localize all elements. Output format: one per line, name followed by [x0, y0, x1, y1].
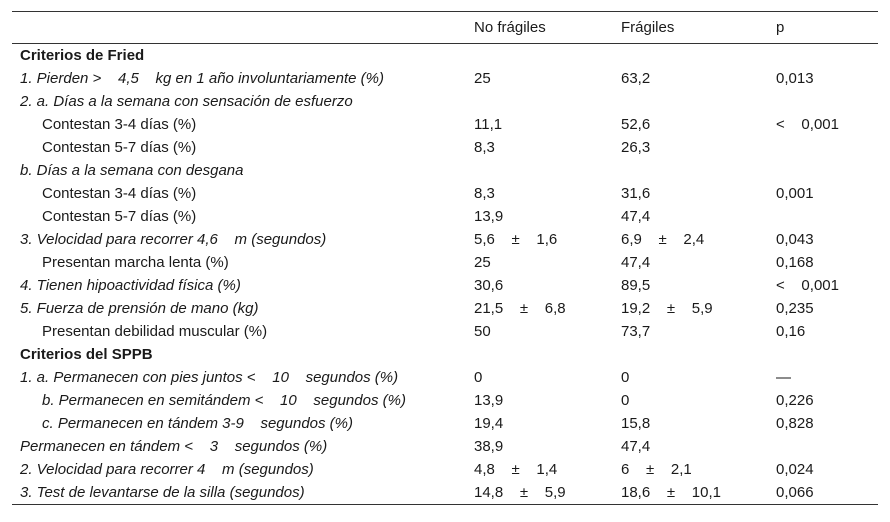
cell-fragiles: 0 — [621, 392, 630, 409]
cell-no-fragiles: 21,5 ± 6,8 — [474, 300, 566, 317]
cell-p-value — [776, 136, 878, 159]
cell-fragiles — [621, 343, 776, 366]
cell-fragiles: 47,4 — [621, 438, 651, 455]
row-label: Presentan debilidad muscular (%) — [42, 323, 268, 340]
cell-p-value: 0,001 — [776, 185, 814, 202]
cell-p-value: 0,013 — [776, 70, 814, 87]
cell-fragiles: 6,9 ± 2,4 — [621, 231, 705, 248]
row-label: Contestan 3-4 días (%) — [42, 185, 197, 202]
row-label: c. Permanecen en tándem 3-9 segundos (%) — [42, 415, 354, 432]
header-criteria — [12, 12, 474, 44]
cell-p-value: 0,235 — [776, 300, 814, 317]
cell-no-fragiles — [474, 44, 621, 68]
table-row — [12, 90, 878, 113]
cell-fragiles: 89,5 — [621, 277, 651, 294]
cell-p-value: 0,168 — [776, 254, 814, 271]
table-row — [12, 320, 878, 343]
row-label: b. Permanecen en semitándem < 10 segundos (%) — [42, 392, 406, 409]
row-label: Contestan 5-7 días (%) — [42, 139, 197, 156]
cell-no-fragiles — [474, 90, 621, 113]
cell-p-value: 0,828 — [776, 415, 814, 432]
table-row — [12, 412, 878, 435]
cell-p-value: < 0,001 — [776, 116, 839, 133]
cell-fragiles — [621, 159, 776, 182]
table-row — [12, 297, 878, 320]
cell-no-fragiles: 30,6 — [474, 277, 504, 294]
table-row — [12, 205, 878, 228]
row-label: 4. Tienen hipoactividad física (%) — [20, 277, 241, 294]
header-fragiles: Frágiles — [621, 12, 776, 44]
cell-p-value — [776, 44, 878, 68]
cell-p-value: 0,066 — [776, 484, 814, 501]
cell-fragiles: 19,2 ± 5,9 — [621, 300, 713, 317]
row-label: b. Días a la semana con desgana — [20, 162, 244, 179]
cell-p-value — [776, 90, 878, 113]
table-row — [12, 228, 878, 251]
cell-no-fragiles: 50 — [474, 323, 491, 340]
cell-p-value: — — [776, 369, 791, 386]
table-row — [12, 182, 878, 205]
header-p-value: p — [776, 12, 878, 44]
cell-p-value: < 0,001 — [776, 277, 839, 294]
table-row — [12, 366, 878, 389]
row-label: 2. Velocidad para recorrer 4 m (segundos) — [20, 461, 314, 478]
row-label: Contestan 3-4 días (%) — [42, 116, 197, 133]
frailty-criteria-table — [12, 11, 878, 505]
row-label: 5. Fuerza de prensión de mano (kg) — [20, 300, 259, 317]
row-label: Contestan 5-7 días (%) — [42, 208, 197, 225]
table-row — [12, 67, 878, 90]
table-row — [12, 113, 878, 136]
cell-no-fragiles: 38,9 — [474, 438, 504, 455]
table-row — [12, 435, 878, 458]
cell-fragiles: 63,2 — [621, 70, 651, 87]
header-row — [12, 12, 878, 44]
cell-no-fragiles: 19,4 — [474, 415, 504, 432]
cell-fragiles: 47,4 — [621, 254, 651, 271]
cell-no-fragiles — [474, 159, 621, 182]
table-body — [12, 44, 878, 505]
cell-p-value: 0,16 — [776, 323, 806, 340]
cell-p-value: 0,226 — [776, 392, 814, 409]
cell-p-value: 0,024 — [776, 461, 814, 478]
row-label: 3. Test de levantarse de la silla (segundos) — [20, 484, 305, 501]
cell-fragiles: 31,6 — [621, 185, 651, 202]
cell-p-value — [776, 159, 878, 182]
cell-no-fragiles: 0 — [474, 369, 483, 386]
table-row — [12, 274, 878, 297]
row-label: Criterios del SPPB — [20, 346, 153, 363]
cell-p-value — [776, 343, 878, 366]
cell-fragiles: 47,4 — [621, 208, 651, 225]
cell-no-fragiles: 8,3 — [474, 139, 495, 156]
cell-fragiles: 26,3 — [621, 139, 651, 156]
cell-no-fragiles: 4,8 ± 1,4 — [474, 461, 558, 478]
cell-no-fragiles: 25 — [474, 254, 491, 271]
row-label: 2. a. Días a la semana con sensación de esfuerzo — [20, 93, 353, 110]
row-label: 1. a. Permanecen con pies juntos < 10 segundos (%) — [20, 369, 399, 386]
table-row — [12, 251, 878, 274]
cell-fragiles — [621, 90, 776, 113]
cell-no-fragiles: 25 — [474, 70, 491, 87]
row-label: Presentan marcha lenta (%) — [42, 254, 229, 271]
row-label: 1. Pierden > 4,5 kg en 1 año involuntariamente (%) — [20, 70, 384, 87]
data-table-container — [12, 11, 878, 505]
cell-fragiles: 0 — [621, 369, 630, 386]
cell-fragiles: 52,6 — [621, 116, 651, 133]
cell-p-value: 0,043 — [776, 231, 814, 248]
cell-fragiles: 18,6 ± 10,1 — [621, 484, 721, 501]
cell-fragiles — [621, 44, 776, 68]
table-header — [12, 12, 878, 44]
cell-fragiles: 73,7 — [621, 323, 651, 340]
cell-fragiles: 6 ± 2,1 — [621, 461, 692, 478]
cell-p-value — [776, 435, 878, 458]
table-row — [12, 136, 878, 159]
cell-no-fragiles: 11,1 — [474, 116, 503, 133]
section-header-row — [12, 44, 878, 68]
cell-no-fragiles: 5,6 ± 1,6 — [474, 231, 558, 248]
row-label: 3. Velocidad para recorrer 4,6 m (segundos) — [20, 231, 327, 248]
table-row — [12, 458, 878, 481]
table-row — [12, 389, 878, 412]
cell-p-value — [776, 205, 878, 228]
cell-no-fragiles — [474, 343, 621, 366]
row-label: Criterios de Fried — [20, 47, 145, 64]
cell-no-fragiles: 8,3 — [474, 185, 495, 202]
row-label: Permanecen en tándem < 3 segundos (%) — [20, 438, 328, 455]
cell-no-fragiles: 14,8 ± 5,9 — [474, 484, 566, 501]
header-no-fragiles: No frágiles — [474, 12, 621, 44]
table-row — [12, 481, 878, 505]
cell-no-fragiles: 13,9 — [474, 208, 504, 225]
table-row — [12, 159, 878, 182]
cell-fragiles: 15,8 — [621, 415, 651, 432]
section-header-row — [12, 343, 878, 366]
cell-no-fragiles: 13,9 — [474, 392, 504, 409]
